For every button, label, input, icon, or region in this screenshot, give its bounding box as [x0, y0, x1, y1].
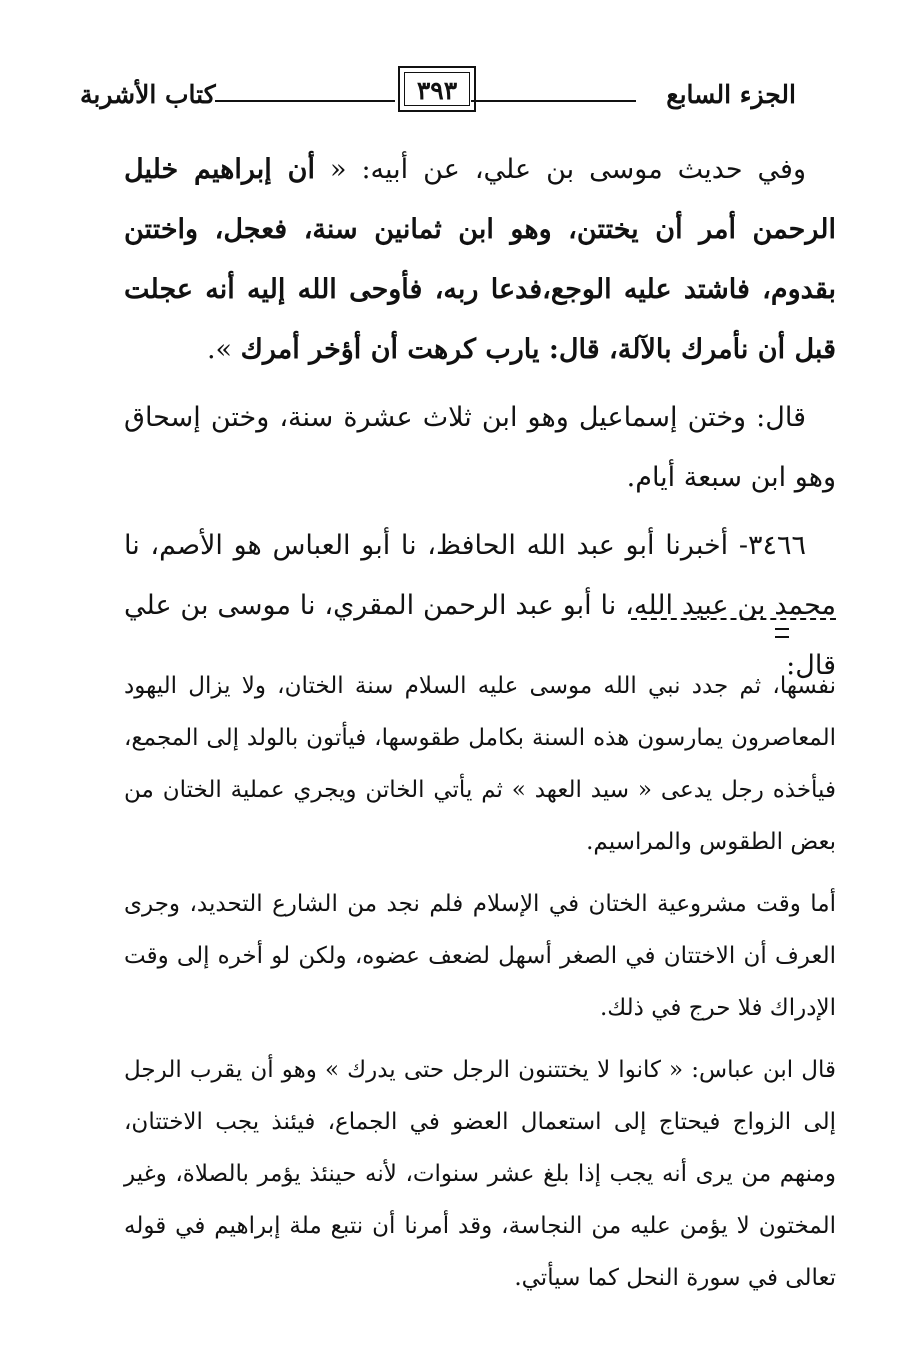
footnote-separator	[631, 618, 836, 620]
quote-close: ».	[206, 334, 241, 365]
page-number-frame	[398, 66, 476, 112]
footnote-continuation-mark	[775, 628, 789, 638]
footnote-paragraph: نفسها، ثم جدد نبي الله موسى عليه السلام سنة الختان، ولا يزال اليهود المعاصرون يمارسون هذه السنة بكامل طقوسها، فيأتون بالولد إلى المجمع، فيأخذه رجل يدعى « سيد العهد » ثم يأتي الخاتن ويجري عملية الختان من بعض الطقوس والمراسيم.	[124, 673, 836, 855]
page-header	[80, 62, 796, 118]
header-rule-left	[215, 100, 395, 102]
paragraph-circumcision-ages: قال: وختن إسماعيل وهو ابن ثلاث عشرة سنة، وختن إسحاق وهو ابن سبعة أيام.	[124, 402, 836, 493]
footnotes	[124, 660, 836, 1314]
paragraph-intro: وفي حديث موسى بن علي، عن أبيه: «	[314, 154, 807, 185]
volume-title: الجزء السابع	[666, 80, 796, 109]
header-rule-right	[471, 100, 636, 102]
paragraph-hadith-musa	[124, 140, 836, 380]
paragraph-isnad-3466: ٣٤٦٦- أخبرنا أبو عبد الله الحافظ، نا أبو العباس هو الأصم، نا محمد بن عبيد الله، نا أبو عبد الرحمن المقري، نا موسى بن علي قال:	[124, 530, 836, 681]
book-title: كتاب الأشربة	[80, 80, 216, 109]
page-number: ٣٩٣	[416, 76, 458, 105]
quoted-hadith: أن إبراهيم خليل الرحمن أمر أن يختتن، وهو ابن ثمانين سنة، فعجل، واختتن بقدوم، فاشتد عليه الوجع،فدعا ربه، فأوحى الله إليه أنه عجلت قبل أن نأمرك بالآلة، قال: يارب كرهت أن أؤخر أمرك	[124, 154, 836, 365]
footnote-paragraph: أما وقت مشروعية الختان في الإسلام فلم نجد من الشارع التحديد، وجرى العرف أن الاختتان في الصغر أسهل لضعف عضوه، ولكن لو أخره إلى وقت الإدراك فلا حرج في ذلك.	[124, 891, 836, 1021]
footnote-paragraph: قال ابن عباس: « كانوا لا يختتنون الرجل حتى يدرك » وهو أن يقرب الرجل إلى الزواج فيحتاج إلى استعمال العضو في الجماع، فيئنذ يجب الاختتان، ومنهم من يرى أنه يجب إذا بلغ عشر سنوات، لأنه حينئذ يؤمر بالصلاة، وغير المختون لا يؤمن عليه من النجاسة، وقد أمرنا أن نتبع ملة إبراهيم في قوله تعالى في سورة النحل كما سيأتي.	[124, 1057, 836, 1291]
